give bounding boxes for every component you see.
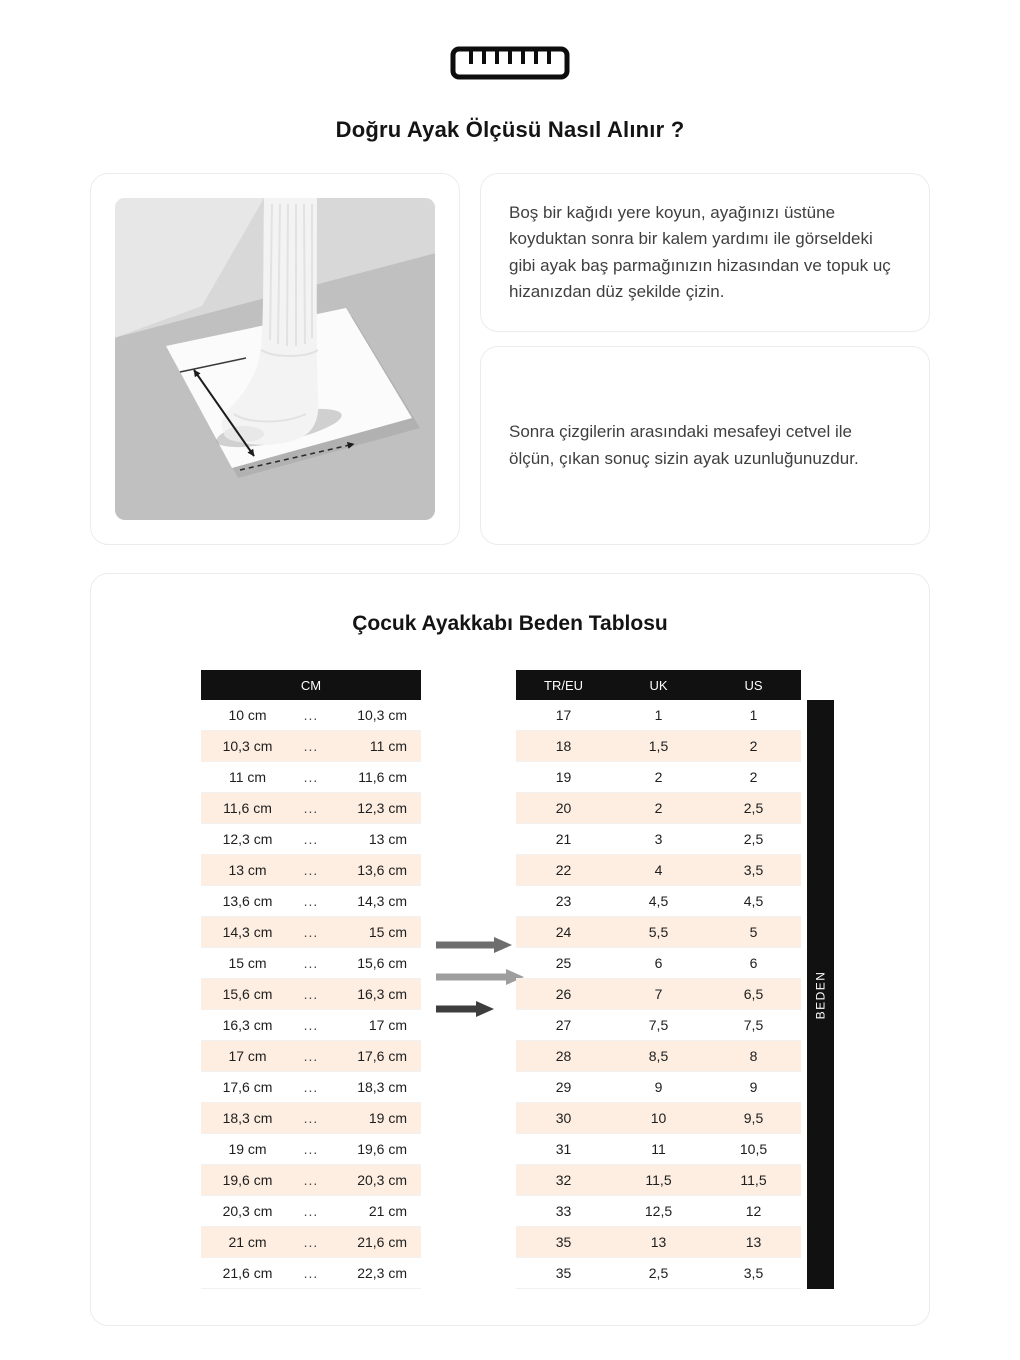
size-cell: 6 [749, 955, 758, 971]
cm-min: 15 cm [228, 955, 267, 971]
size-cell: 3,5 [743, 1265, 764, 1281]
size-cell: 12 [745, 1203, 762, 1219]
cm-min: 20,3 cm [222, 1203, 273, 1219]
cm-max: 17 cm [368, 1017, 407, 1033]
size-cell: 8,5 [648, 1048, 669, 1064]
cm-max: 18,3 cm [357, 1079, 407, 1095]
cm-max: 12,3 cm [357, 800, 407, 816]
size-cell: 12,5 [644, 1203, 673, 1219]
cm-range-row [201, 1010, 421, 1041]
size-cell: 3 [654, 831, 663, 847]
cm-max: 19,6 cm [357, 1141, 407, 1157]
cm-max: 10,3 cm [357, 707, 407, 723]
size-cell: 5 [749, 924, 758, 940]
cm-min: 15,6 cm [222, 986, 273, 1002]
cm-min: 19 cm [228, 1141, 267, 1157]
size-row [516, 1196, 801, 1227]
range-dots: ... [303, 924, 319, 940]
cm-range-row [201, 824, 421, 855]
range-dots: ... [303, 1203, 319, 1219]
range-dots: ... [303, 707, 319, 723]
range-dots: ... [303, 769, 319, 785]
size-row [516, 1227, 801, 1258]
size-cell: 17 [555, 707, 572, 723]
size-table-card [90, 573, 930, 1326]
size-cell: 35 [555, 1234, 572, 1250]
size-cell: 11,5 [740, 1172, 767, 1188]
cm-table [201, 670, 421, 1289]
size-row [516, 855, 801, 886]
cm-range-row [201, 1041, 421, 1072]
size-cell: 4 [654, 862, 663, 878]
size-cell: 6 [654, 955, 663, 971]
size-cell: 6,5 [743, 986, 764, 1002]
size-cell: 10 [650, 1110, 667, 1126]
range-dots: ... [303, 800, 319, 816]
range-dots: ... [303, 986, 319, 1002]
size-cell: 2,5 [743, 831, 764, 847]
size-tables [91, 670, 929, 1289]
cm-min: 21 cm [228, 1234, 267, 1250]
column-header-us: US [744, 677, 763, 693]
instruction-card-1 [480, 173, 930, 332]
cm-max: 21,6 cm [357, 1234, 407, 1250]
cm-range-row [201, 917, 421, 948]
range-dots: ... [303, 1048, 319, 1064]
cm-min: 14,3 cm [222, 924, 273, 940]
intl-size-table-header [516, 670, 801, 700]
cm-range-row [201, 793, 421, 824]
size-row [516, 1165, 801, 1196]
size-row [516, 824, 801, 855]
instruction-card-2 [480, 346, 930, 545]
cm-min: 11 cm [228, 769, 267, 785]
size-cell: 9,5 [743, 1110, 764, 1126]
measurement-photo-card [90, 173, 460, 545]
size-cell: 32 [555, 1172, 572, 1188]
cm-range-row [201, 1103, 421, 1134]
size-cell: 8 [749, 1048, 758, 1064]
range-dots: ... [303, 1265, 319, 1281]
size-cell: 2,5 [743, 800, 764, 816]
beden-label: BEDEN [813, 970, 828, 1019]
mapping-arrows [421, 670, 516, 1289]
cm-range-row [201, 948, 421, 979]
size-row [516, 917, 801, 948]
cm-min: 19,6 cm [222, 1172, 273, 1188]
size-cell: 1 [749, 707, 758, 723]
size-cell: 29 [555, 1079, 572, 1095]
cm-max: 15,6 cm [357, 955, 407, 971]
cm-range-row [201, 1072, 421, 1103]
size-row [516, 886, 801, 917]
range-dots: ... [303, 1234, 319, 1250]
cm-min: 21,6 cm [222, 1265, 273, 1281]
cm-min: 10 cm [228, 707, 267, 723]
cm-min: 13 cm [228, 862, 267, 878]
range-dots: ... [303, 1110, 319, 1126]
size-row [516, 1103, 801, 1134]
arrow-right-icon [436, 1001, 494, 1022]
cm-max: 17,6 cm [357, 1048, 407, 1064]
measurement-guide-section [90, 173, 930, 545]
cm-range-row [201, 1196, 421, 1227]
cm-range-row [201, 855, 421, 886]
range-dots: ... [303, 738, 319, 754]
size-cell: 18 [555, 738, 572, 754]
cm-min: 12,3 cm [222, 831, 273, 847]
size-cell: 9 [749, 1079, 758, 1095]
cm-min: 11,6 cm [223, 800, 272, 816]
column-header-uk: UK [649, 677, 668, 693]
size-cell: 24 [555, 924, 572, 940]
range-dots: ... [303, 1017, 319, 1033]
cm-range-row [201, 1258, 421, 1289]
size-cell: 2 [749, 738, 758, 754]
size-cell: 25 [555, 955, 572, 971]
foot-measurement-photo [115, 198, 435, 520]
size-cell: 4,5 [743, 893, 764, 909]
cm-range-row [201, 1227, 421, 1258]
cm-max: 11,6 cm [358, 769, 407, 785]
cm-min: 17 cm [228, 1048, 267, 1064]
range-dots: ... [303, 955, 319, 971]
size-row [516, 979, 801, 1010]
size-cell: 26 [555, 986, 572, 1002]
cm-max: 20,3 cm [357, 1172, 407, 1188]
intl-size-table [516, 670, 801, 1289]
size-cell: 33 [555, 1203, 572, 1219]
range-dots: ... [303, 831, 319, 847]
size-row [516, 1072, 801, 1103]
range-dots: ... [303, 1079, 319, 1095]
size-cell: 7 [654, 986, 663, 1002]
arrow-right-icon [436, 969, 524, 990]
size-cell: 1,5 [648, 738, 669, 754]
size-cell: 11 [651, 1141, 666, 1157]
cm-table-header: CM [201, 670, 421, 700]
size-cell: 2 [654, 769, 663, 785]
beden-label-bar [807, 700, 834, 1289]
cm-min: 10,3 cm [222, 738, 273, 754]
cm-max: 13 cm [368, 831, 407, 847]
cm-range-row [201, 1134, 421, 1165]
column-header-tr-eu: TR/EU [544, 677, 583, 693]
cm-range-row [201, 979, 421, 1010]
size-row [516, 1041, 801, 1072]
cm-min: 17,6 cm [222, 1079, 273, 1095]
size-cell: 30 [555, 1110, 572, 1126]
size-cell: 23 [555, 893, 572, 909]
page-title: Doğru Ayak Ölçüsü Nasıl Alınır ? [335, 117, 685, 142]
instruction-text-2: Sonra çizgilerin arasındaki mesafeyi cetvel ile ölçün, çıkan sonuç sizin ayak uzunluğunuzdur. [509, 422, 859, 468]
size-cell: 19 [555, 769, 572, 785]
cm-max: 15 cm [368, 924, 407, 940]
range-dots: ... [303, 1172, 319, 1188]
size-cell: 2,5 [648, 1265, 669, 1281]
size-cell: 20 [555, 800, 572, 816]
cm-range-row [201, 700, 421, 731]
cm-max: 11 cm [369, 738, 407, 754]
size-cell: 7,5 [743, 1017, 764, 1033]
ruler-icon [450, 46, 570, 85]
size-row [516, 762, 801, 793]
cm-max: 22,3 cm [357, 1265, 407, 1281]
size-cell: 13 [650, 1234, 667, 1250]
cm-max: 21 cm [368, 1203, 407, 1219]
cm-min: 13,6 cm [222, 893, 273, 909]
size-cell: 11,5 [645, 1172, 672, 1188]
range-dots: ... [303, 893, 319, 909]
cm-min: 16,3 cm [222, 1017, 273, 1033]
size-cell: 13 [745, 1234, 762, 1250]
size-cell: 2 [749, 769, 758, 785]
size-row [516, 1134, 801, 1165]
size-cell: 3,5 [743, 862, 764, 878]
size-cell: 21 [555, 831, 572, 847]
cm-range-row [201, 886, 421, 917]
cm-max: 19 cm [368, 1110, 407, 1126]
size-cell: 28 [555, 1048, 572, 1064]
size-row [516, 948, 801, 979]
cm-max: 13,6 cm [357, 862, 407, 878]
cm-max: 14,3 cm [357, 893, 407, 909]
size-cell: 27 [555, 1017, 572, 1033]
arrow-right-icon [436, 937, 512, 958]
size-cell: 35 [555, 1265, 572, 1281]
size-table-rows [516, 700, 801, 1289]
cm-range-row [201, 1165, 421, 1196]
size-cell: 2 [654, 800, 663, 816]
cm-max: 16,3 cm [357, 986, 407, 1002]
instruction-text-1: Boş bir kağıdı yere koyun, ayağınızı üstüne koyduktan sonra bir kalem yardımı ile görseldeki gibi ayak baş parmağınızın hizasından ve topuk uç hizanızdan düz şekilde çizin. [509, 203, 891, 302]
size-cell: 5,5 [648, 924, 669, 940]
cm-range-row [201, 731, 421, 762]
size-row [516, 1010, 801, 1041]
size-cell: 9 [654, 1079, 663, 1095]
size-cell: 1 [654, 707, 663, 723]
size-cell: 31 [555, 1141, 572, 1157]
size-row [516, 1258, 801, 1289]
size-cell: 22 [555, 862, 572, 878]
range-dots: ... [303, 862, 319, 878]
range-dots: ... [303, 1141, 319, 1157]
size-row [516, 793, 801, 824]
cm-min: 18,3 cm [222, 1110, 273, 1126]
size-row [516, 731, 801, 762]
size-cell: 4,5 [648, 893, 669, 909]
cm-range-row [201, 762, 421, 793]
size-table-title: Çocuk Ayakkabı Beden Tablosu [352, 612, 668, 635]
size-cell: 10,5 [739, 1141, 768, 1157]
cm-table-rows [201, 700, 421, 1289]
size-cell: 7,5 [648, 1017, 669, 1033]
size-row [516, 700, 801, 731]
